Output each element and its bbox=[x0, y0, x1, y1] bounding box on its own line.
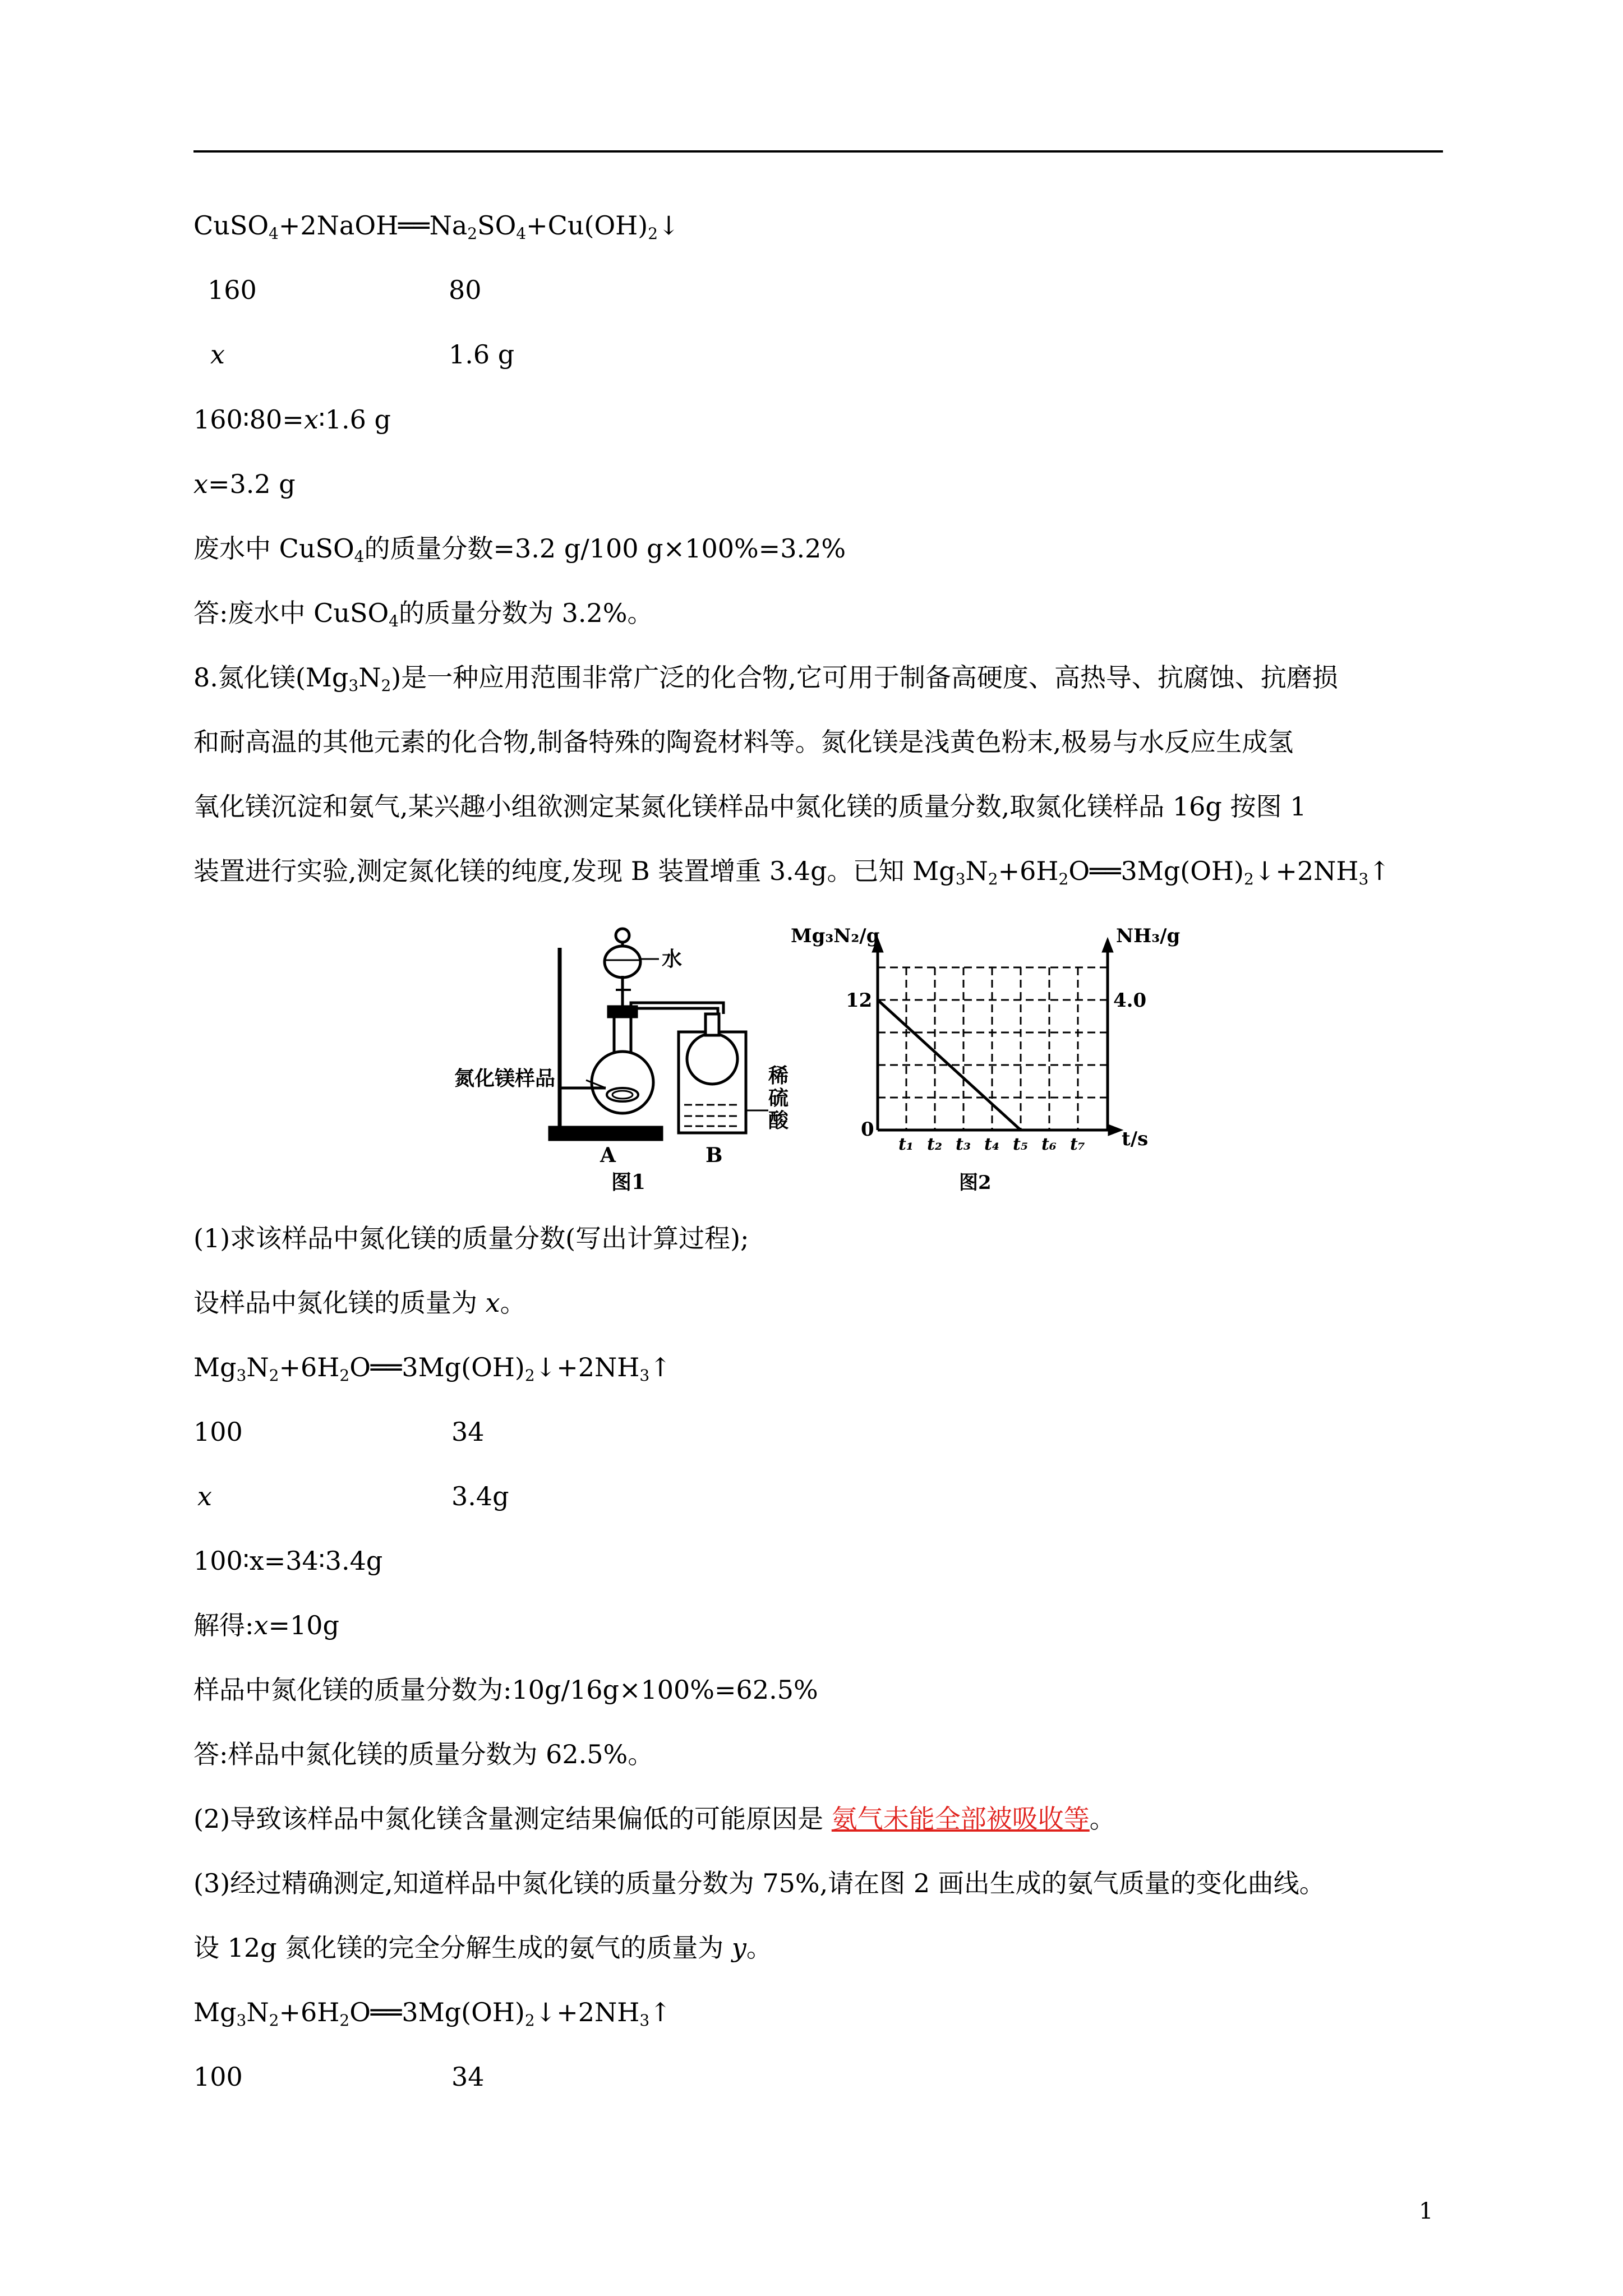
label-water: 水 bbox=[662, 947, 683, 971]
proportion-line: 160∶80=x∶1.6 g bbox=[193, 404, 391, 435]
xtick-t2: t₂ bbox=[927, 1135, 942, 1154]
x-axis-label: t/s bbox=[1122, 1128, 1149, 1150]
xtick-t1: t₁ bbox=[898, 1135, 914, 1154]
part-1-question: (1)求该样品中氮化镁的质量分数(写出计算过程); bbox=[193, 1223, 749, 1253]
tick-4: 4.0 bbox=[1113, 989, 1147, 1012]
label-acid-1: 稀 bbox=[768, 1064, 789, 1087]
stand-base bbox=[550, 1127, 662, 1140]
mg3n2-decay-line bbox=[878, 1000, 1021, 1130]
figure-2-labels bbox=[791, 925, 1180, 1194]
question-8-line-3: 氧化镁沉淀和氨气,某兴趣小组欲测定某氮化镁样品中氮化镁的质量分数,取氮化镁样品 16g 按图 1 bbox=[193, 791, 1307, 822]
solve-line: 解得:x=10g bbox=[193, 1610, 339, 1640]
part-3-setup: 设 12g 氮化镁的完全分解生成的氨气的质量为 y。 bbox=[193, 1933, 772, 1963]
equation-mg3n2-1: $Mg_3N_2+6H_2O══3Mg(OH)_2↓+2NH_3↑$ bbox=[193, 1352, 671, 1385]
ratio-row-3: 100 34 bbox=[193, 1417, 485, 1447]
label-acid-3: 酸 bbox=[768, 1109, 789, 1132]
figure-area bbox=[437, 903, 1223, 1206]
proportion-line-2: 100∶x=34∶3.4g bbox=[193, 1546, 383, 1576]
header-rule bbox=[193, 150, 1443, 153]
ratio-row-1: 160 80 bbox=[208, 275, 482, 305]
xtick-t3: t₃ bbox=[956, 1135, 971, 1154]
question-8-line-2: 和耐高温的其他元素的化合物,制备特殊的陶瓷材料等。氮化镁是浅黄色粉末,极易与水反应生成氢 bbox=[193, 727, 1294, 757]
result-x: x=3.2 g bbox=[193, 469, 296, 499]
label-b: B bbox=[706, 1144, 723, 1167]
mass-fraction-line-2: 样品中氮化镁的质量分数为:10g/16g×100%=62.5% bbox=[193, 1675, 818, 1705]
equation-mg3n2-2: $Mg_3N_2+6H_2O══3Mg(OH)_2↓+2NH_3↑$ bbox=[193, 1997, 671, 2030]
question-8-line-4: 装置进行实验,测定氮化镁的纯度,发现 B 装置增重 3.4g。已知 $Mg_3N_2+6H_2O══3Mg(OH)_2↓+2NH_3↑$ bbox=[193, 856, 1390, 888]
ratio-row-5: 100 34 bbox=[193, 2062, 485, 2092]
part-3-question: (3)经过精确测定,知道样品中氮化镁的质量分数为 75%,请在图 2 画出生成的氨气质量的变化曲线。 bbox=[193, 1868, 1325, 1898]
origin-label: 0 bbox=[861, 1118, 874, 1141]
figure-svg bbox=[437, 903, 1223, 1206]
xtick-t5: t₅ bbox=[1013, 1135, 1028, 1154]
page-number: 1 bbox=[1419, 2198, 1433, 2224]
xtick-t6: t₆ bbox=[1041, 1135, 1057, 1154]
flask-a bbox=[592, 1052, 653, 1113]
ratio-row-4: x 3.4g bbox=[197, 1481, 509, 1511]
y-left-label: Mg₃N₂/g bbox=[791, 925, 880, 947]
label-sample: 氮化镁样品 bbox=[454, 1067, 556, 1090]
tick-12: 12 bbox=[846, 989, 873, 1012]
ratio-row-2: x 1.6 g bbox=[210, 339, 515, 370]
figure-1-caption: 图1 bbox=[611, 1170, 646, 1194]
answer-line-1: 答:废水中 CuSO$_4$的质量分数为 3.2%。 bbox=[193, 598, 653, 630]
apparatus-figure bbox=[550, 929, 768, 1140]
label-acid-2: 硫 bbox=[768, 1086, 789, 1110]
xtick-t4: t₄ bbox=[984, 1135, 999, 1154]
answer-highlight: 氨气未能全部被吸收等 bbox=[831, 1804, 1090, 1834]
label-a: A bbox=[600, 1144, 616, 1167]
separatory-funnel bbox=[605, 946, 640, 978]
answer-line-2: 答:样品中氮化镁的质量分数为 62.5%。 bbox=[193, 1739, 654, 1769]
flask-b bbox=[687, 1034, 737, 1084]
equation-cuso4: $CuSO_4+2NaOH══Na_2SO_4+Cu(OH)_2↓$ bbox=[193, 210, 680, 243]
part-1-setup: 设样品中氮化镁的质量为 x。 bbox=[193, 1288, 526, 1318]
y-right-label: NH₃/g bbox=[1116, 925, 1181, 947]
graph-figure bbox=[872, 938, 1123, 1136]
figure-2-caption: 图2 bbox=[959, 1172, 992, 1194]
mass-fraction-line: 废水中 CuSO$_4$的质量分数=3.2 g/100 g×100%=3.2% bbox=[193, 533, 846, 566]
xtick-t7: t₇ bbox=[1070, 1135, 1085, 1154]
question-8-line-1: 8.氮化镁$(Mg_3N_2)$是一种应用范围非常广泛的化合物,它可用于制备高硬度、高热导、抗腐蚀、抗磨损 bbox=[193, 662, 1338, 695]
part-2-question: (2)导致该样品中氮化镁含量测定结果偏低的可能原因是 氨气未能全部被吸收等。 bbox=[193, 1804, 1115, 1834]
